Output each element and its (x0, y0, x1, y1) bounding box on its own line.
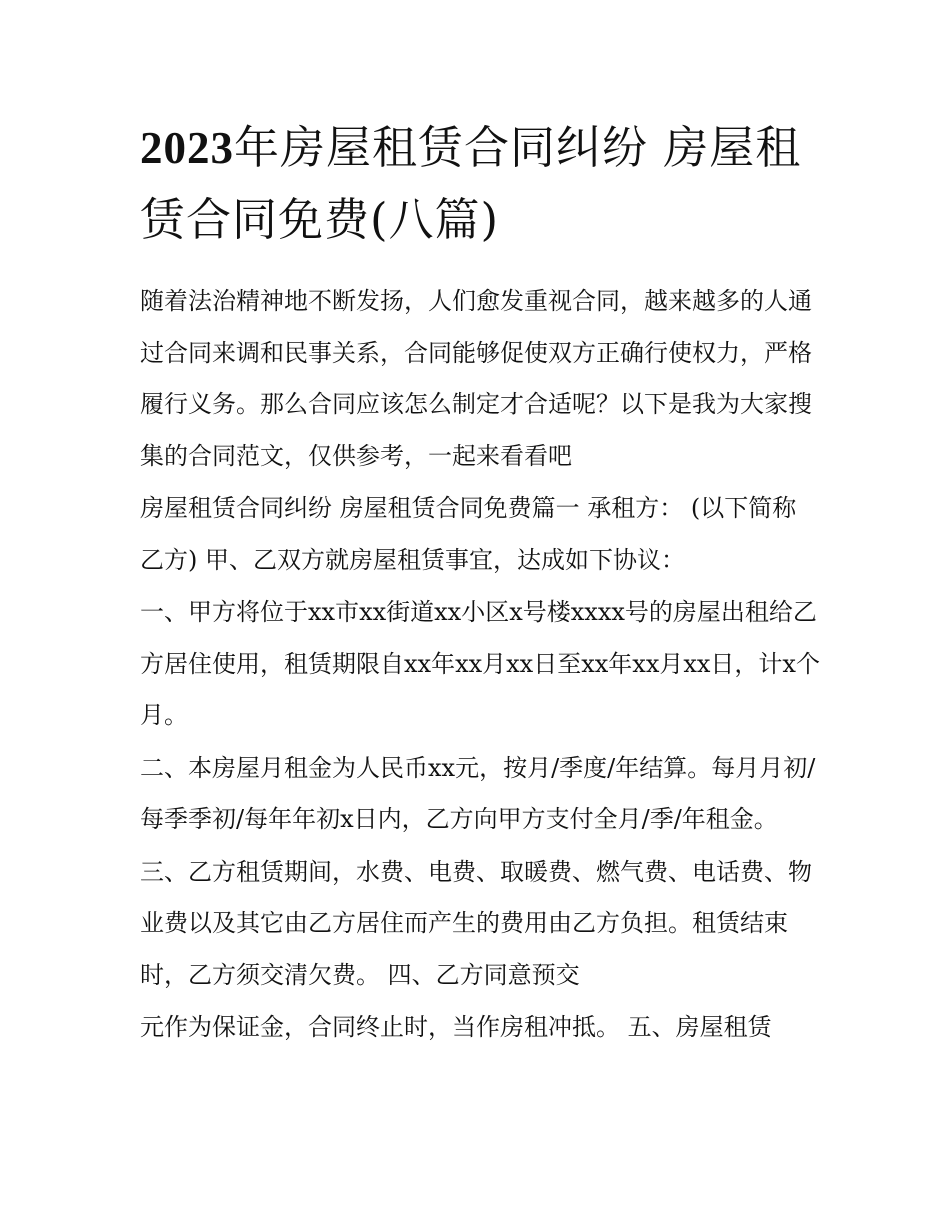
clause-1-paragraph: 一、甲方将位于xx市xx街道xx小区x号楼xxxx号的房屋出租给乙方居住使用，租赁期限自xx年xx月xx日至xx年xx月xx日，计x个月。 (140, 598, 820, 729)
title-text: 年房屋租赁合同纠纷 房屋租赁合同免费(八篇) (140, 121, 802, 246)
document-title (140, 112, 820, 256)
title-year: 2023 (140, 123, 234, 173)
intro-paragraph: 随着法治精神地不断发扬，人们愈发重视合同，越来越多的人通过合同来调和民事关系，合同能够促使双方正确行使权力，严格履行义务。那么合同应该怎么制定才合适呢？以下是我为大家搜集的合同范文，仅供参考，一起来看看吧 (140, 287, 812, 470)
clause-3-paragraph: 三、乙方租赁期间，水费、电费、取暖费、燃气费、电话费、物业费以及其它由乙方居住而产生的费用由乙方负担。租赁结束时，乙方须交清欠费。 四、乙方同意预交 (140, 857, 812, 989)
document-body (140, 276, 820, 1055)
contract-heading-paragraph: 房屋租赁合同纠纷 房屋租赁合同免费篇一 承租方： (以下简称乙方) 甲、乙双方就房屋租赁事宜，达成如下协议： (140, 494, 797, 574)
clause-4-5-paragraph: 元作为保证金，合同终止时，当作房租冲抵。 五、房屋租赁 (140, 1013, 772, 1041)
clause-2-paragraph: 二、本房屋月租金为人民币xx元，按月/季度/年结算。每月月初/每季季初/每年年初x日内，乙方向甲方支付全月/季/年租金。 (140, 753, 816, 833)
